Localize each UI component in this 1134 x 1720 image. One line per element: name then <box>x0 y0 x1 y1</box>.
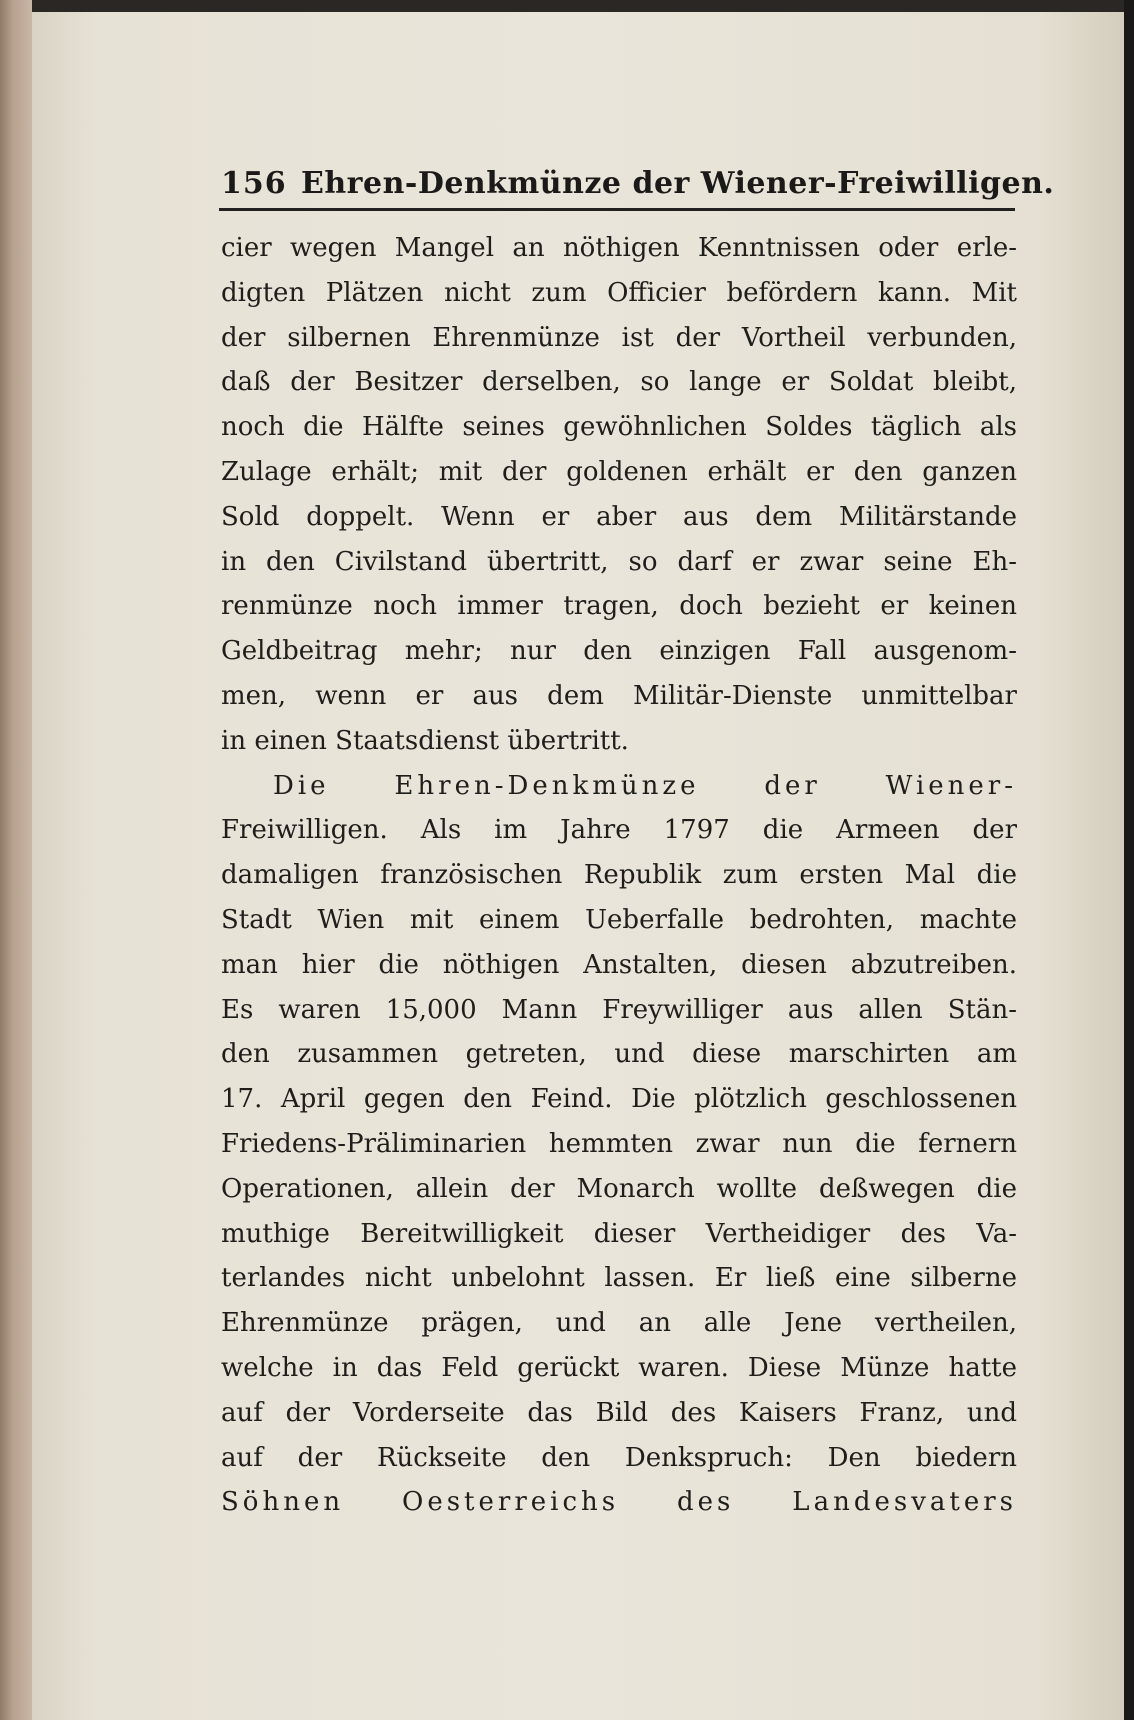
section-heading-line: Die Ehren-Denkmünze der Wiener- <box>273 770 1017 801</box>
text-line: man hier die nöthigen Anstalten, diesen abzutreiben. <box>221 949 1017 980</box>
text-line: Es waren 15,000 Mann Freywilliger aus allen Stän- <box>221 994 1017 1025</box>
text-line: Freiwilligen. Als im Jahre 1797 die Armeen der <box>221 815 1017 846</box>
text-line: digten Plätzen nicht zum Officier befördern kann. Mit <box>221 277 1017 308</box>
text-line: Friedens-Präliminarien hemmten zwar nun die fernern <box>221 1128 1017 1159</box>
text-line: Zulage erhält; mit der goldenen erhält er den ganzen <box>221 456 1017 487</box>
page-header <box>221 162 1055 210</box>
scan-border <box>1124 0 1134 1720</box>
text-line: Söhnen Oesterreichs des Landesvaters <box>221 1487 1017 1518</box>
text-line: cier wegen Mangel an nöthigen Kenntnissen oder erle- <box>221 233 1017 263</box>
text-line: terlandes nicht unbelohnt lassen. Er ließ eine silberne <box>221 1263 1017 1294</box>
body-text <box>221 226 1017 1525</box>
text-line: damaligen französischen Republik zum ersten Mal die <box>221 860 1017 891</box>
running-head: Ehren-Denkmünze der Wiener-Freiwilligen. <box>301 166 1055 201</box>
text-line: auf der Rückseite den Denkspruch: Den biedern <box>221 1442 1017 1473</box>
text-line: muthige Bereitwilligkeit dieser Vertheidiger des Va- <box>221 1218 1017 1249</box>
text-line: in einen Staatsdienst übertritt. <box>221 725 629 756</box>
text-line: der silbernen Ehrenmünze ist der Vortheil verbunden, <box>221 322 1017 353</box>
text-line: daß der Besitzer derselben, so lange er Soldat bleibt, <box>221 367 1017 398</box>
text-line: 17. April gegen den Feind. Die plötzlich geschlossenen <box>221 1084 1017 1115</box>
text-line: Sold doppelt. Wenn er aber aus dem Militärstande <box>221 501 1017 532</box>
text-line: Operationen, allein der Monarch wollte deßwegen die <box>221 1173 1017 1204</box>
text-line: renmünze noch immer tragen, doch bezieht er keinen <box>221 591 1017 622</box>
text-line: auf der Vorderseite das Bild des Kaisers Franz, und <box>221 1397 1017 1428</box>
header-rule <box>219 208 1015 211</box>
text-line: Geldbeitrag mehr; nur den einzigen Fall ausgenom- <box>221 636 1017 667</box>
text-line: noch die Hälfte seines gewöhnlichen Soldes täglich als <box>221 412 1017 443</box>
text-line: in den Civilstand übertritt, so darf er zwar seine Eh- <box>221 546 1017 577</box>
text-line: welche in das Feld gerückt waren. Diese Münze hatte <box>221 1352 1017 1383</box>
text-line: den zusammen getreten, und diese marschirten am <box>221 1039 1017 1070</box>
text-line: Ehrenmünze prägen, und an alle Jene vertheilen, <box>221 1308 1017 1339</box>
page-number: 156 <box>221 166 287 201</box>
text-line: Stadt Wien mit einem Ueberfalle bedrohten, machte <box>221 904 1017 935</box>
book-gutter-edge <box>0 0 32 1720</box>
text-line: men, wenn er aus dem Militär-Dienste unmittelbar <box>221 680 1017 711</box>
